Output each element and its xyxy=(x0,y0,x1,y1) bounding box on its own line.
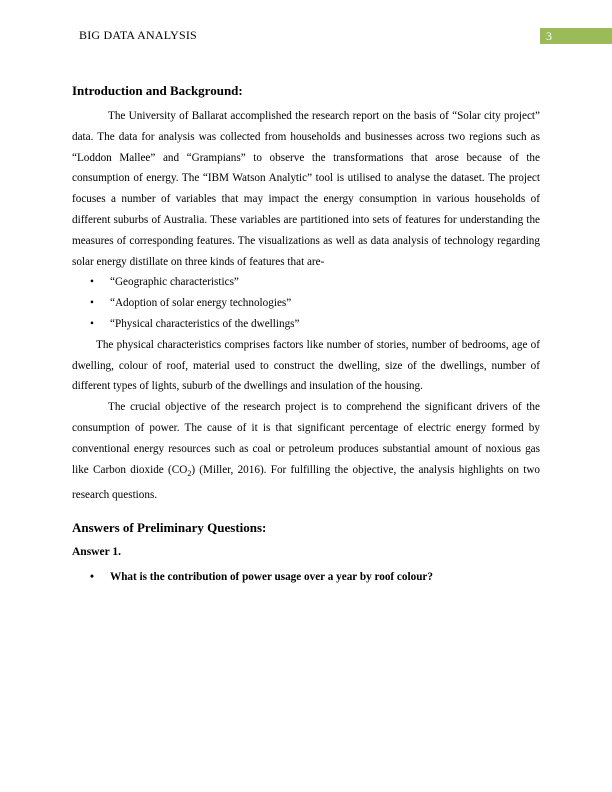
intro-heading: Introduction and Background: xyxy=(72,83,243,98)
list-item: • “Adoption of solar energy technologies” xyxy=(72,293,540,314)
bullet-icon: • xyxy=(90,276,94,289)
intro-paragraph: The University of Ballarat accomplished the research report on the basis of “Solar city project” data. The data for analysis was collected from households and businesses across two regions such as “Loddon Mallee” and “Grampians” to observe the transformations that arose because of the consumption of energy. The “IBM Watson Analytic” tool is utilised to analyse the dataset. The project focuses a number of variables that may impact the energy consumption in various households of different suburbs of Australia. These variables are partitioned into sets of features for understanding the measures of corresponding features. The visualizations as well as data analysis of technology regarding solar energy distillate on three kinds of features that are- xyxy=(72,110,540,268)
running-header-title: BIG DATA ANALYSIS xyxy=(79,28,197,42)
question-item: • What is the contribution of power usage over a year by roof colour? xyxy=(72,567,540,588)
answer-label: Answer 1. xyxy=(72,546,121,559)
bullet-icon: • xyxy=(90,571,94,584)
page-number: 3 xyxy=(540,28,612,44)
question-list xyxy=(72,567,540,588)
objective-paragraph: The crucial objective of the research project is to comprehend the significant drivers of the consumption of power. The cause of it is that significant percentage of electric energy formed by conventional energy resources such as coal or petroleum produces substantial amount of noxious gas like Carbon dioxide $(CO_2)$ (Miller, 2016). For fulfilling the objective, the analysis highlights on two research questions. xyxy=(72,401,540,501)
bullet-icon: • xyxy=(90,317,94,330)
list-item: • “Physical characteristics of the dwellings” xyxy=(72,314,540,335)
feature-list xyxy=(72,272,540,334)
physical-characteristics-paragraph: The physical characteristics comprises factors like number of stories, number of bedrooms, age of dwelling, colour of roof, material used to construct the dwelling, size of the dwellings, number of different types of lights, suburb of the dwellings and insulation of the housing. xyxy=(72,338,540,393)
document-body xyxy=(72,82,540,588)
bullet-icon: • xyxy=(90,297,94,310)
preliminary-questions-heading: Answers of Preliminary Questions: xyxy=(72,520,267,536)
list-item: • “Geographic characteristics” xyxy=(72,272,540,293)
